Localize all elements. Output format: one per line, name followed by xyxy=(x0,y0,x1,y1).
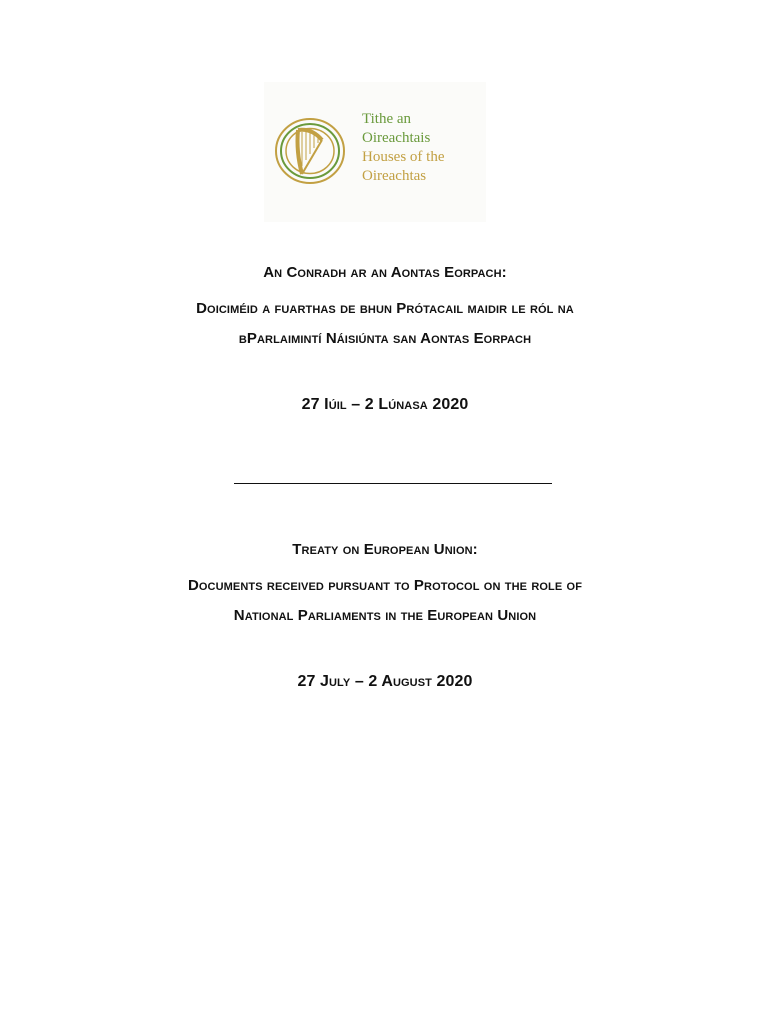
logo-line-oireachtais: Oireachtais xyxy=(362,130,431,146)
english-subtitle-line-2: National Parliaments in the European Union xyxy=(233,607,537,624)
irish-subtitle-line-1: Doiciméid a fuarthas de bhun Prótacail maidir le ról na xyxy=(196,300,574,317)
logo-wordmark xyxy=(362,110,445,186)
english-dates: 27 July – 2 August 2020 xyxy=(297,673,473,690)
irish-subtitle xyxy=(0,294,770,354)
english-subtitle xyxy=(0,571,770,631)
section-divider xyxy=(234,483,552,484)
irish-title: An Conradh ar an Aontas Eorpach: xyxy=(263,264,507,281)
harp-icon xyxy=(272,116,356,186)
oireachtas-logo xyxy=(264,82,486,222)
irish-dates: 27 Iúil – 2 Lúnasa 2020 xyxy=(301,396,469,413)
english-title: Treaty on European Union: xyxy=(292,541,478,558)
english-subtitle-line-1: Documents received pursuant to Protocol on the role of xyxy=(187,577,583,594)
logo-line-oireachtas: Oireachtas xyxy=(362,168,427,184)
logo-line-tithe: Tithe an xyxy=(362,111,412,127)
irish-subtitle-line-2: bParlaimintí Náisiúnta san Aontas Eorpach xyxy=(238,330,532,347)
logo-line-houses: Houses of the xyxy=(362,149,445,165)
